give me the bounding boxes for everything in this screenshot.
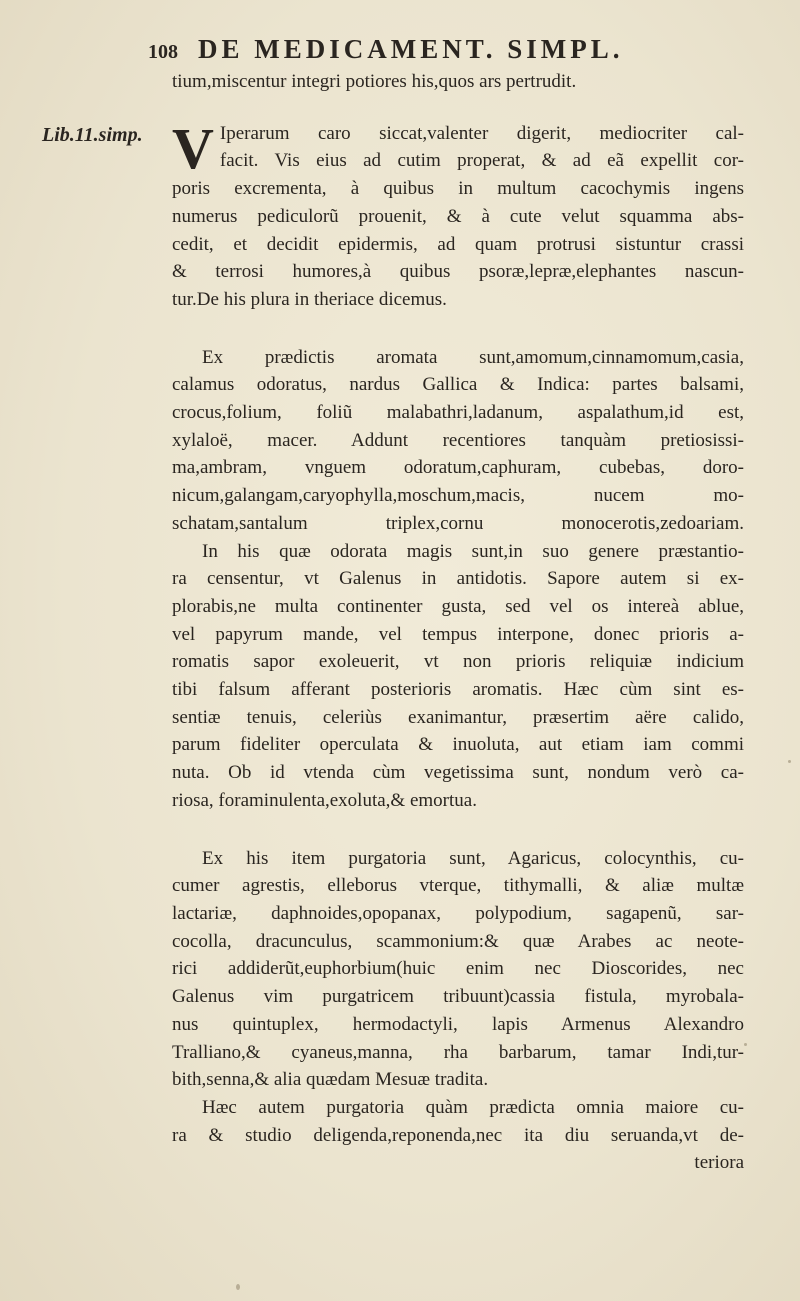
text-line: tibi falsum afferant posterioris aromatis. Hæc cùm sint es-	[172, 679, 744, 701]
text-line: Ex his item purgatoria sunt, Agaricus, colocynthis, cu-	[202, 847, 744, 869]
text-line: crocus,folium, foliũ malabathri,ladanum, aspalathum,id est,	[172, 402, 744, 424]
text-line: sentiæ tenuis, celeriùs exanimantur, præsertim aëre calido,	[172, 706, 744, 728]
text-line: nicum,galangam,caryophylla,moschum,macis, nucem mo-	[172, 485, 744, 507]
text-line: xylaloë, macer. Addunt recentiores tanquàm pretiosissi-	[172, 429, 744, 451]
text-line: Tralliano,& cyaneus,manna, rha barbarum, tamar Indi,tur-	[172, 1041, 744, 1063]
text-line: cumer agrestis, elleborus vterque, tithymalli, & aliæ multæ	[172, 875, 744, 897]
text-line: bith,senna,& alia quædam Mesuæ tradita.	[172, 1069, 489, 1091]
text-line: Galenus vim purgatricem tribuunt)cassia fistula, myrobala-	[172, 986, 744, 1008]
text-line: nus quintuplex, hermodactyli, lapis Armenus Alexandro	[172, 1013, 744, 1035]
text-line: Iperarum caro siccat,valenter digerit, mediocriter cal-	[219, 122, 744, 144]
text-line: calamus odoratus, nardus Gallica & Indica: partes balsami,	[172, 374, 744, 396]
text-line: ra & studio deligenda,reponenda,nec ita diu seruanda,vt de-	[172, 1124, 744, 1146]
text-line: tur.De his plura in theriace dicemus.	[172, 288, 447, 310]
text-line: cocolla, dracunculus, scammonium:& quæ Arabes ac neote-	[172, 930, 744, 952]
text-line: facit. Vis eius ad cutim properat, & ad eã expellit cor-	[219, 150, 744, 172]
text-line: nuta. Ob id vtenda cùm vegetissima sunt, nondum verò ca-	[172, 762, 744, 784]
catchword: teriora	[694, 1152, 744, 1174]
text-line: parum fideliter operculata & inuoluta, aut etiam iam commi	[172, 734, 744, 756]
text-line: lactariæ, daphnoides,opopanax, polypodium, sagapenũ, sar-	[172, 902, 744, 924]
text-line: vel papyrum mande, vel tempus interpone, donec prioris a-	[172, 623, 744, 645]
paragraph-odorata	[172, 538, 744, 815]
running-header	[148, 34, 780, 68]
text-line: riosa, foraminulenta,exoluta,& emortua.	[172, 789, 477, 811]
paragraph-haec-autem	[172, 1094, 744, 1177]
paragraph-purgatoria	[172, 845, 744, 1094]
page-number: 108	[148, 41, 178, 63]
paragraph-viperarum	[172, 115, 744, 314]
text-line: Hæc autem purgatoria quàm prædicta omnia maiore cu-	[202, 1096, 744, 1118]
text-line: ra censentur, vt Galenus in antidotis. Sapore autem si ex-	[172, 568, 744, 590]
body-text	[172, 68, 744, 1177]
text-line: rici addiderũt,euphorbium(huic enim nec Dioscorides, nec	[172, 958, 744, 980]
text-line: tium,miscentur integri potiores his,quos ars pertrudit.	[172, 71, 577, 92]
marginal-note: Lib.11.simp.	[42, 124, 143, 146]
text-line: ma,ambram, vnguem odoratum,caphuram, cubebas, doro-	[172, 457, 744, 479]
text-line: schatam,santalum triplex,cornu monocerotis,zedoariam.	[172, 512, 744, 534]
paragraph-aromata	[172, 344, 744, 538]
paper-speck	[236, 1284, 240, 1290]
text-line: cedit, et decidit epidermis, ad quam protrusi sistuntur crassi	[172, 233, 744, 255]
text-line: plorabis,ne multa continenter gusta, sed vel os intereà ablue,	[172, 595, 744, 617]
text-line: In his quæ odorata magis sunt,in suo genere præstantio-	[202, 540, 744, 562]
drop-cap: V	[172, 115, 214, 181]
text-line: Ex prædictis aromata sunt,amomum,cinnamomum,casia,	[202, 346, 744, 368]
running-title: DE MEDICAMENT. SIMPL.	[198, 34, 624, 64]
text-line: poris excrementa, à quibus in multum cacochymis ingens	[172, 178, 744, 200]
text-line: & terrosi humores,à quibus psoræ,lepræ,elephantes nascun-	[172, 261, 744, 283]
paper-speck	[744, 1043, 747, 1046]
text-line: numerus pediculorũ prouenit, & à cute velut squamma abs-	[172, 205, 744, 227]
text-line: romatis sapor exoleuerit, vt non prioris reliquiæ indicium	[172, 651, 744, 673]
paragraph-continuation	[172, 68, 744, 96]
paper-speck	[788, 760, 791, 763]
